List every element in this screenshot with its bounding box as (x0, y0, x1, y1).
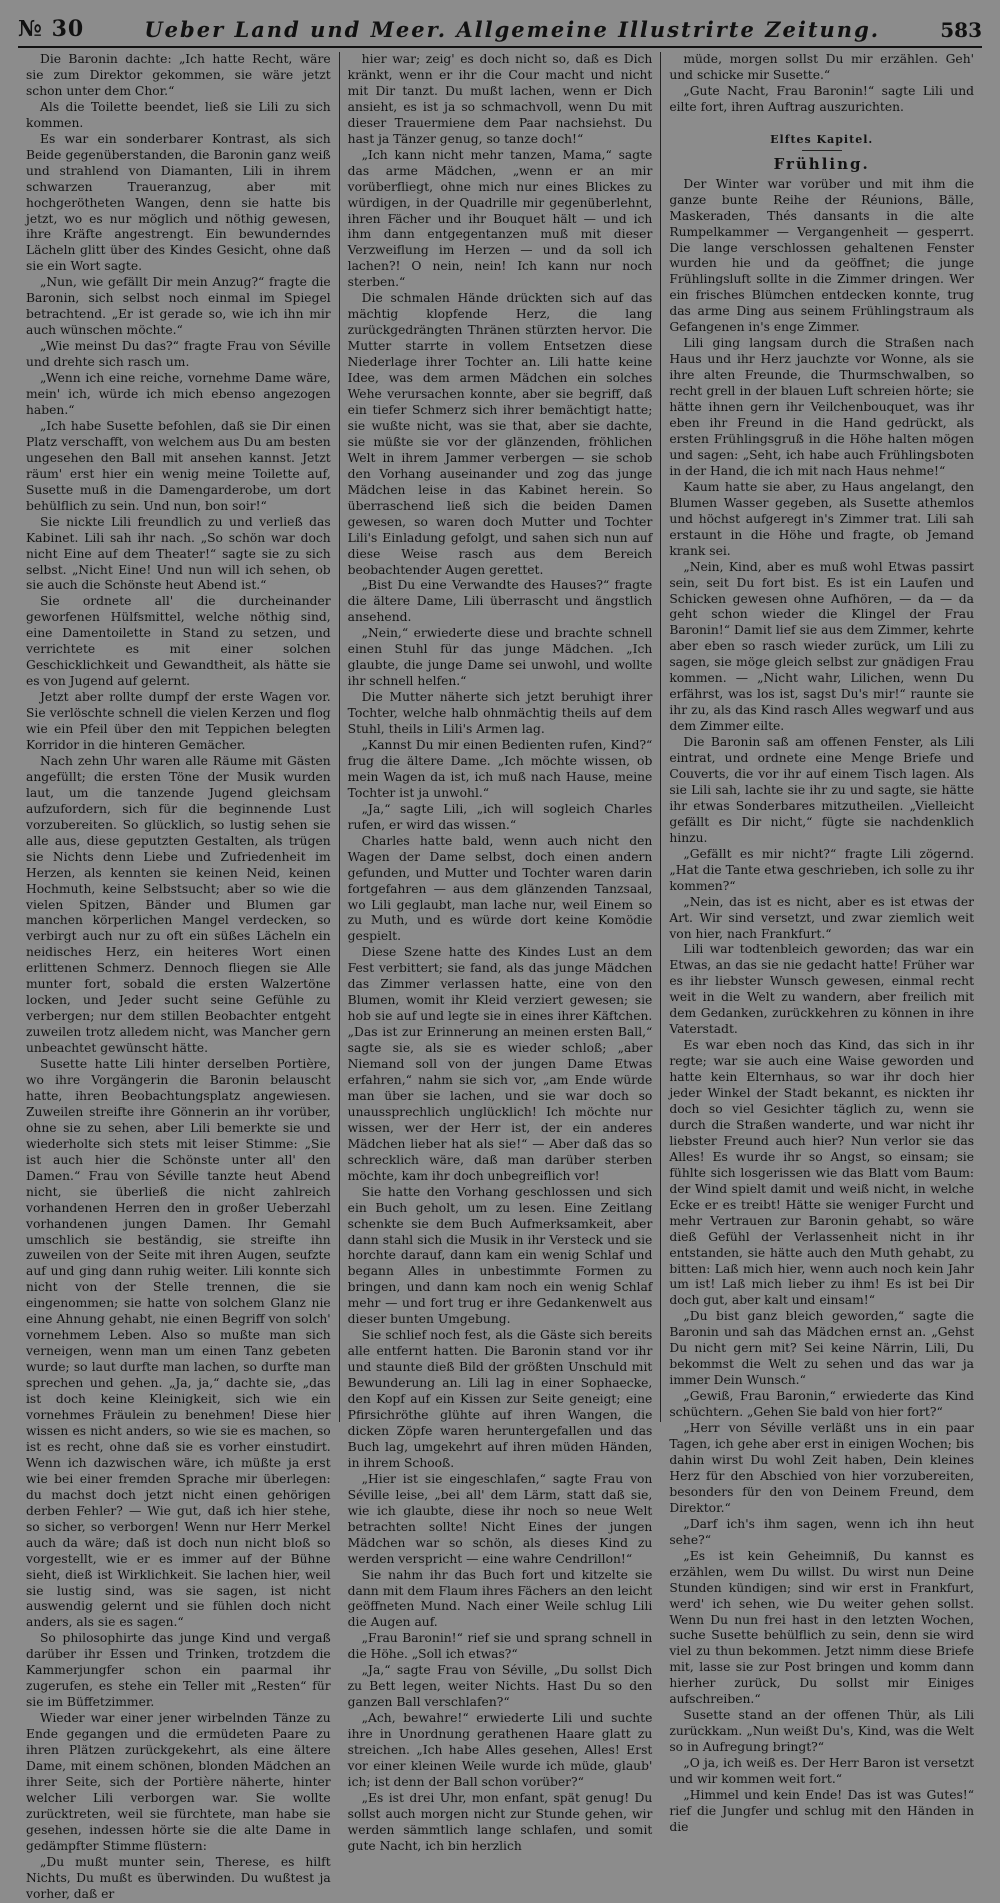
paragraph: Die Baronin saß am offenen Fenster, als Lili eintrat, und ordnete eine Menge Briefe und Couverts, die vor ihr auf einem Tisch lagen. Als sie Lili sah, lachte sie ihr zu und sagte, sie hätte ihr etwas Sonderbares mitzutheilen. „Vielleicht gefällt es Dir nicht,“ fügte sie nachdenklich hinzu. (669, 735, 975, 845)
paragraph: „Es ist kein Geheimniß, Du kannst es erzählen, wem Du willst. Du wirst nun Deine Stunden kündigen; sind wir erst in Frankfurt, werd' ich sehen, wie Du weiter gehen sollst. Wenn Du nun frei hast in den letzten Wochen, suche Susette behülflich zu sein, denn sie wird viel zu thun bekommen. Jetzt nimm diese Briefe mit, lasse sie zur Post bringen und komm dann hierher zurück, Du sollst mir Einiges aufschreiben.“ (669, 1548, 975, 1707)
paragraph: Diese Szene hatte des Kindes Lust an dem Fest verbittert; sie fand, als das junge Mädchen das Zimmer verlassen hatte, eine von den Blumen, womit ihr Kleid verziert gewesen; sie hob sie auf und legte sie in eines ihrer Käftchen. „Das ist zur Erinnerung an meinen ersten Ball,“ sagte sie, als sie es wieder schloß; „aber Niemand soll von der jungen Dame Etwas erfahren,“ nahm sie sich vor, „am Ende würde man über sie lachen, und sie war doch so unaussprechlich unglücklich! Ich möchte nur wissen, wer der Herr ist, der ein anderes Mädchen lieber hat als sie!“ — Aber daß das so schrecklich wäre, daß man darüber sterben möchte, kam ihr doch unbegreiflich vor! (347, 945, 653, 1183)
paragraph: „Ach, bewahre!“ erwiederte Lili und suchte ihre in Unordnung gerathenen Haare glatt zu streichen. „Ich habe Alles gesehen, Alles! Erst vor einer kleinen Weile wurde ich müde, glaub' ich; ist denn der Ball schon vorüber?“ (347, 1711, 653, 1789)
paragraph: Sie schlief noch fest, als die Gäste sich bereits alle entfernt hatten. Die Baronin stand vor ihr und staunte dieß Bild der größten Unschuld mit Bewunderung an. Lili lag in einer Sophaecke, den Kopf auf ein Kissen zur Seite geneigt; eine Pfirsichröthe glühte auf ihren Wangen, die dicken Zöpfe waren heruntergefallen und das Buch lag, umgekehrt auf ihren müden Händen, in ihrem Schooß. (347, 1328, 653, 1470)
paragraph: „Ich kann nicht mehr tanzen, Mama,“ sagte das arme Mädchen, „wenn er an mir vorüberfliegt, ohne mich nur eines Blickes zu würdigen, in der Quadrille mir gegenüberlehnt, ihren Fächer und ihr Bouquet hält — und ich ihm dann entgegentanzen muß mit dieser Verzweiflung im Herzen — und da soll ich lachen?! O nein, nein! Ich kann nur noch sterben.“ (347, 147, 653, 290)
paragraph: „Wie meinst Du das?“ fragte Frau von Séville und drehte sich rasch um. (26, 339, 331, 370)
paragraph: „Himmel und kein Ende! Das ist was Gutes!“ rief die Jungfer und schlug mit den Händen in die (669, 1787, 975, 1834)
chapter-label: Elftes Kapitel. (770, 132, 874, 146)
paragraph: „Herr von Séville verläßt uns in ein paar Tagen, ich gehe aber erst in einigen Wochen; bis dahin wirst Du wohl Zeit haben, Dein kleines Herz für den Abschied von hier vorzubereiten, besonders für den von Deinem Freund, dem Direktor.“ (669, 1421, 975, 1515)
paragraph: „Ich habe Susette befohlen, daß sie Dir einen Platz verschafft, von welchem aus Du am besten ungesehen den Ball mit ansehen kannst. Jetzt räum' erst hier ein wenig meine Toilette auf, Susette muß in die Damengarderobe, um dort behülflich zu sein. Und nun, bon soir!“ (26, 418, 331, 513)
paragraph: „Gute Nacht, Frau Baronin!“ sagte Lili und eilte fort, ihren Auftrag auszurichten. (669, 83, 975, 114)
column-1 (18, 52, 339, 1901)
paragraph: „Kannst Du mir einen Bedienten rufen, Kind?“ frug die ältere Dame. „Ich möchte wissen, ob mein Wagen da ist, ich muß nach Hause, meine Tochter ist ja unwohl.“ (347, 737, 653, 800)
paragraph: Lili war todtenbleich geworden; das war ein Etwas, an das sie nie gedacht hatte! Früher war es ihr liebster Wunsch gewesen, einmal recht weit in die Welt zu wandern, aber freilich mit dem Gedanken, zurückkehren zu können in ihre Vaterstadt. (669, 942, 975, 1037)
paragraph: Charles hatte bald, wenn auch nicht den Wagen der Dame selbst, doch einen andern gefunden, und Mutter und Tochter waren darin fortgefahren — aus dem glänzenden Tanzsaal, wo Lili geglaubt, man lache nur, weil Einem so zu Muth, und es würde dort keine Komödie gespielt. (347, 833, 653, 944)
paragraph: Der Winter war vorüber und mit ihm die ganze bunte Reihe der Réunions, Bälle, Maskeraden, Thés dansants in die alte Rumpelkammer — Vergangenheit — gesperrt. Die lange verschlossen gehaltenen Fenster wurden hie und da geöffnet; die junge Frühlingsluft sollte in die Zimmer dringen. Wer ein frisches Blümchen entdecken konnte, trug das arme Ding aus seinem Frühlingstraum als Gefangenen in's enge Zimmer. (669, 176, 975, 335)
paragraph: Sie nickte Lili freundlich zu und verließ das Kabinet. Lili sah ihr nach. „So schön war doch nicht Eine auf dem Theater!“ sagte sie zu sich selbst. „Nicht Eine! Und nun will ich sehen, ob sie auch die Schönste heut Abend ist.“ (26, 514, 331, 593)
paragraph: „Ja,“ sagte Frau von Séville, „Du sollst Dich zu Bett legen, weiter Nichts. Hast Du so den ganzen Ball verschlafen?“ (347, 1663, 653, 1710)
paragraph: „Ja,“ sagte Lili, „ich will sogleich Charles rufen, er wird das wissen.“ (347, 801, 653, 832)
paragraph: „Bist Du eine Verwandte des Hauses?“ fragte die ältere Dame, Lili überrascht und ängstlich ansehend. (347, 578, 653, 625)
column-3 (660, 52, 982, 1834)
paragraph: „Nein, Kind, aber es muß wohl Etwas passirt sein, seit Du fort bist. Es ist ein Laufen und Schicken gewesen ohne Aufhören, — da — da geht schon wieder die Klingel der Frau Baronin!“ Damit lief sie aus dem Zimmer, kehrte aber eben so rasch wieder zurück, um Lili zu sagen, sie möge gleich selbst zur gnädigen Frau kommen. — „Nicht wahr, Lilichen, wenn Du erfährst, was los ist, sagst Du's mir!“ raunte sie ihr zu, als das Kind rasch Alles wegwarf und aus dem Zimmer eilte. (669, 559, 975, 734)
paragraph: Als die Toilette beendet, ließ sie Lili zu sich kommen. (26, 99, 331, 130)
paragraph: Susette stand an der offenen Thür, als Lili zurückkam. „Nun weißt Du's, Kind, was die Welt so in Aufregung bringt?“ (669, 1708, 975, 1755)
page-number: 583 (940, 18, 982, 42)
paragraph: Kaum hatte sie aber, zu Haus angelangt, den Blumen Wasser gegeben, als Susette athemlos und höchst aufgeregt in's Zimmer trat. Lili sah erstaunt in die Höhe und fragte, ob Jemand krank sei. (669, 479, 975, 558)
paragraph: Sie ordnete all' die durcheinander geworfenen Hülfsmittel, welche nöthig sind, eine Damentoilette in Stand zu setzen, und verrichtete es mit einer solchen Geschicklichkeit und Gewandtheit, als hätte sie es von Jugend auf gelernt. (26, 594, 331, 689)
paragraph: Die schmalen Hände drückten sich auf das mächtig klopfende Herz, die lang zurückgedrängten Thränen stürzten hervor. Die Mutter starrte in vollem Entsetzen diese Niederlage ihrer Tochter an. Lili hatte keine Idee, was dem armen Mädchen ein solches Wehe verursachen konnte, aber sie begriff, daß ein tiefer Schmerz sich ihrer bemächtigt hatte; sie wußte nicht, was sie that, aber sie dachte, sie müßte sie vor der glänzenden, fröhlichen Welt in ihrem Jammer verbergen — sie schob den Vorhang auseinander und zog das junge Mädchen leise in das Kabinet herein. So überraschend ließ sich die beiden Damen gewesen, so waren doch Mutter und Tochter Lili's Einladung gefolgt, und sahen sich nun auf diese Weise rasch aus dem Bereich beobachtender Augen gerettet. (347, 291, 653, 577)
chapter-title: Frühling. (773, 154, 870, 173)
paragraph: Sie nahm ihr das Buch fort und kitzelte sie dann mit dem Flaum ihres Fächers an den leicht geöffneten Mund. Nach einer Weile schlug Lili die Augen auf. (347, 1567, 653, 1630)
paragraph: Die Baronin dachte: „Ich hatte Recht, wäre sie zum Direktor gekommen, sie wäre jetzt schon unter dem Chor.“ (26, 52, 331, 98)
paragraph: „Nun, wie gefällt Dir mein Anzug?“ fragte die Baronin, sich selbst noch einmal im Spiegel betrachtend. „Er ist gerade so, wie ich ihn mir auch wünschen möchte.“ (26, 275, 331, 338)
paragraph: „Nein, das ist es nicht, aber es ist etwas der Art. Wir sind versetzt, und zwar ziemlich weit von hier, nach Frankfurt.“ (669, 894, 975, 941)
paragraph: So philosophirte das junge Kind und vergaß darüber ihr Essen und Trinken, trotzdem die Kammerjungfer schon ein paarmal ihr zugerufen, es stehe ein Teller mit „Resten“ für sie im Büffetzimmer. (26, 1631, 331, 1710)
paragraph: „Nein,“ erwiederte diese und brachte schnell einen Stuhl für das junge Mädchen. „Ich glaubte, die junge Dame sei unwohl, und wollte ihr schnell helfen.“ (347, 626, 653, 689)
paragraph: „Gewiß, Frau Baronin,“ erwiederte das Kind schüchtern. „Gehen Sie bald von hier fort?“ (669, 1389, 975, 1420)
text-columns (18, 52, 982, 1901)
paragraph: „Du mußt munter sein, Therese, es hilft Nichts, Du mußt es überwinden. Du wußtest ja vorher, daß er (26, 1854, 331, 1901)
paragraph: müde, morgen sollst Du mir erzählen. Geh' und schicke mir Susette.“ (669, 52, 975, 82)
paragraph: Es war ein sonderbarer Kontrast, als sich Beide gegenüberstanden, die Baronin ganz weiß und strahlend von Diamanten, Lili in ihrem schwarzen Traueranzug, aber mit hochgerötheten Wangen, denn sie hatte bis jetzt, wo es nur möglich und nöthig gewesen, ihre Kräfte angestrengt. Ein bewunderndes Lächeln glitt über des Kindes Gesicht, ohne daß sie ein Wort sagte. (26, 131, 331, 274)
page-header (18, 12, 982, 48)
paragraph: „Darf ich's ihm sagen, wenn ich ihn heut sehe?“ (669, 1516, 975, 1547)
issue-number: № 30 (18, 16, 85, 42)
paragraph: „Hier ist sie eingeschlafen,“ sagte Frau von Séville leise, „bei all' dem Lärm, statt daß sie, wie ich glaubte, diese ihr noch so neue Welt betrachten sollte! Nicht Eines der jungen Mädchen war so schön, als dieses Kind zu werden verspricht — eine wahre Cendrillon!“ (347, 1471, 653, 1566)
paragraph: „Du bist ganz bleich geworden,“ sagte die Baronin und sah das Mädchen ernst an. „Gehst Du nicht gern mit? Sei keine Närrin, Lili, Du bekommst die Welt zu sehen und das war ja immer Dein Wunsch.“ (669, 1309, 975, 1388)
paragraph: Die Mutter näherte sich jetzt beruhigt ihrer Tochter, welche halb ohnmächtig theils auf dem Stuhl, theils in Lili's Armen lag. (347, 690, 653, 737)
paragraph: Nach zehn Uhr waren alle Räume mit Gästen angefüllt; die ersten Töne der Musik wurden laut, um die tanzende Jugend gleichsam aufzufordern, sich für die beginnende Lust vorzubereiten. So glücklich, so lustig sehen sie alle aus, diese geputzten Gestalten, als trügen sie Nichts denn Liebe und Zufriedenheit im Herzen, als kennten sie keinen Neid, keinen Hochmuth, keine Selbstsucht; aber so wie die vielen Spitzen, Bänder und Blumen gar manchen körperlichen Mangel verdecken, so verbirgt auch nur zu oft ein süßes Lächeln ein neidisches Herz, ein heiteres Wort einen erlittenen Schmerz. Dennoch fliegen sie Alle munter fort, sobald die ersten Walzertöne locken, und Jeder sucht seine Gefühle zu verbergen; nur dem stillen Beobachter entgeht zuweilen trotz alledem nicht, was Mancher gern unbeachtet gewünscht hätte. (26, 753, 331, 1056)
paragraph: „Wenn ich eine reiche, vornehme Dame wäre, mein' ich, würde ich mich ebenso angezogen haben.“ (26, 371, 331, 417)
column-2 (339, 52, 661, 1853)
chapter-rule (802, 150, 842, 151)
paragraph: Es war eben noch das Kind, das sich in ihr regte; war sie auch eine Waise geworden und hatte kein Elternhaus, so war ihr doch hier jeder Winkel der Stadt bekannt, es nickten ihr doch so viel Gesichter täglich zu, wenn sie durch die Straßen wanderte, und war nicht ihr liebster Freund auch hier? Nun verlor sie das Alles! Es wurde ihr so Angst, so einsam; sie fühlte sich losgerissen wie das Blatt vom Baum: der Wind spielt damit und weiß nicht, in welche Ecke er es treibt! Hätte sie weniger Furcht und mehr Vertrauen zur Baronin gehabt, so wäre dieß Gefühl der Verlassenheit nicht in ihr entstanden, sie hätte auch den Muth gehabt, zu bitten: Laß mich hier, wenn auch noch kein Jahr um ist! Laß mich lieber zu ihm! Es ist bei Dir doch gut, aber kalt und einsam!“ (669, 1038, 975, 1308)
paragraph: Wieder war einer jener wirbelnden Tänze zu Ende gegangen und die ermüdeten Paare zu ihren Plätzen zurückgekehrt, als eine ältere Dame, mit einem schönen, blonden Mädchen an ihrer Seite, sich der Portière näherte, hinter welcher Lili verborgen war. Sie wollte zurücktreten, weil sie fürchtete, man habe sie gesehen, indessen hörte sie die alte Dame in gedämpfter Stimme flüstern: (26, 1711, 331, 1853)
paragraph: Lili ging langsam durch die Straßen nach Haus und ihr Herz jauchzte vor Wonne, als sie ihre alten Freunde, die Thurmschwalben, so recht grell in der blauen Luft schreien hörte; sie hätte ihnen gern ihr Veilchenbouquet, was ihr eben ihr Freund in die Hand gedrückt, als ersten Frühlingsgruß in die Höhe halten mögen und sagen: „Seht, ich habe auch Frühlingsboten in der Hand, die ich mit nach Haus nehme!“ (669, 336, 975, 478)
paragraph: „Frau Baronin!“ rief sie und sprang schnell in die Höhe. „Soll ich etwas?“ (347, 1631, 653, 1662)
paragraph: „Es ist drei Uhr, mon enfant, spät genug! Du sollst auch morgen nicht zur Stunde gehen, wir werden sämmtlich lange schlafen, und somit gute Nacht, ich bin herzlich (347, 1790, 653, 1853)
paragraph: „O ja, ich weiß es. Der Herr Baron ist versetzt und wir kommen weit fort.“ (669, 1756, 975, 1787)
paragraph: „Gefällt es mir nicht?“ fragte Lili zögernd. „Hat die Tante etwa geschrieben, ich solle zu ihr kommen?“ (669, 846, 975, 893)
paragraph: Jetzt aber rollte dumpf der erste Wagen vor. Sie verlöschte schnell die vielen Kerzen und flog wie ein Pfeil über den mit Teppichen belegten Korridor in die hinteren Gemächer. (26, 690, 331, 752)
masthead-title: Ueber Land und Meer. Allgemeine Illustrirte Zeitung. (144, 17, 881, 42)
paragraph: hier war; zeig' es doch nicht so, daß es Dich kränkt, wenn er ihr die Cour macht und nicht mit Dir tanzt. Du mußt lachen, wenn er Dich ansieht, es ist ja so schmachvoll, wenn Du mit dieser Trauermiene dem Paar nachsiehst. Du hast ja Tänzer genug, so tanze doch!“ (347, 52, 653, 146)
paragraph: Susette hatte Lili hinter derselben Portière, wo ihre Vorgängerin die Baronin belauscht hatte, ihren Beobachtungsplatz angewiesen. Zuweilen streifte ihre Gönnerin an ihr vorüber, ohne sie zu sehen, aber Lili bemerkte sie und wiederholte sich stets mit leiser Stimme: „Sie ist auch hier die Schönste unter all' den Damen.“ Frau von Séville tanzte heut Abend nicht, sie überließ die nicht zahlreich vorhandenen Herren den in großer Ueberzahl vorhandenen jungen Damen. Ihr Gemahl umschlich sie beständig, sie streifte ihn zuweilen von der Seite mit ihren Augen, seufzte auf und ging dann ruhig weiter. Lili konnte sich nicht von der Stelle trennen, die sie eingenommen; sie hatte von solchem Glanz nie eine Ahnung gehabt, nie einen Begriff von solch' vornehmem Leben. Also so mußte man sich verneigen, wenn man um einen Tanz gebeten wurde; so laut durfte man lachen, so durfte man sprechen und gehen. „Ja, ja,“ dachte sie, „das ist doch keine Kleinigkeit, sich wie ein vornehmes Fräulein zu benehmen! Diese hier wissen es nicht anders, so wie sie es machen, so ist es recht, ohne daß sie es vorher einstudirt. Wenn ich dazwischen wäre, ich müßte ja erst wie bei einer fremden Sprache mir überlegen: du machst doch jetzt nicht einen gehörigen derben Fehler? — Wie gut, daß ich hier stehe, so sicher, so verborgen! Wenn nur Herr Merkel auch da wäre; daß ist doch nun nicht bloß so vorgestellt, wie er es immer auf der Bühne sieht, dieß ist Wirklichkeit. Sie lachen hier, weil sie lustig sind, was sie sagen, ist nicht auswendig gelernt und sie fühlen doch nicht anders, als sie es sagen.“ (26, 1057, 331, 1630)
paragraph: Sie hatte den Vorhang geschlossen und sich ein Buch geholt, um zu lesen. Eine Zeitlang schenkte sie dem Buch Aufmerksamkeit, aber dann stahl sich die Musik in ihr Versteck und sie horchte darauf, dann kam ein wenig Schlaf und begann Alles in unbestimmte Formen zu bringen, und dann kam noch ein wenig Schlaf mehr — und fort trug er ihre Gedankenwelt aus dieser bunten Umgebung. (347, 1184, 653, 1327)
